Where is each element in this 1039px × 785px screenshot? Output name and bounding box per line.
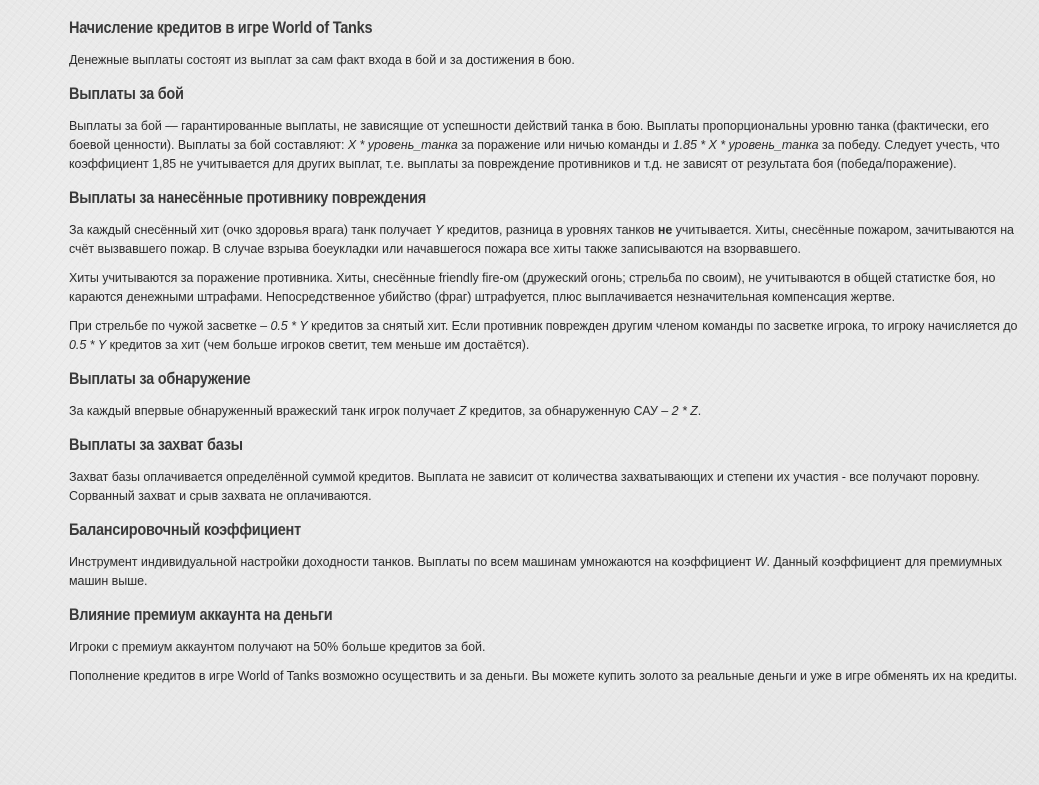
paragraph bbox=[69, 317, 1027, 355]
section-heading: Выплаты за обнаружение bbox=[69, 370, 251, 388]
text-fragment: кредитов за снятый хит. Если противник поврежден другим членом команды по засветке игрока, то игроку начисляется до bbox=[307, 319, 1018, 333]
text-fragment: Выплаты за бой — гарантированные выплаты, не зависящие от успешности действий танка в бою. Выплаты пропорциональны уровню танка (фактически, его боевой ценности). Выплаты за бой составляют: bbox=[69, 119, 989, 152]
text-fragment: . bbox=[697, 404, 702, 418]
text-fragment: Инструмент индивидуальной настройки доходности танков. Выплаты по всем машинам умножаются на коэффициент bbox=[69, 555, 755, 569]
variable: Z bbox=[458, 404, 467, 418]
variable: W bbox=[754, 555, 767, 569]
text-fragment: кредитов за хит (чем больше игроков светит, тем меньше им достаётся). bbox=[106, 338, 530, 352]
section-heading: Выплаты за захват базы bbox=[69, 436, 243, 454]
paragraph bbox=[69, 402, 1027, 421]
article bbox=[69, 17, 1027, 699]
text-fragment: За каждый снесённый хит (очко здоровья врага) танк получает bbox=[69, 223, 436, 237]
section-premium-account bbox=[69, 604, 1027, 686]
text-fragment: за победу. Следует учесть, что коэффициент 1,85 не учитывается для других выплат, т.е. выплаты за повреждение противников и т.д. не зависят от результата боя (победа/поражение). bbox=[69, 138, 1000, 171]
text-fragment: учитывается. Хиты, снесённые пожаром, зачитываются на счёт вызвавшего пожар. В случае взрыва боеукладки или начавшегося пожара все хиты также записываются на взорвавшего. bbox=[69, 223, 1014, 256]
section-heading: Влияние премиум аккаунта на деньги bbox=[69, 606, 333, 624]
formula: 1.85 * X * уровень_танка bbox=[672, 138, 819, 152]
paragraph: Захват базы оплачивается определённой суммой кредитов. Выплата не зависит от количества захватывающих и степени их участия - все получают поровну. Сорванный захват и срыв захвата не оплачиваются. bbox=[69, 470, 980, 503]
text-fragment: При стрельбе по чужой засветке – bbox=[69, 319, 271, 333]
section-battle-payouts bbox=[69, 83, 1027, 174]
section-balance-coefficient bbox=[69, 519, 1027, 591]
variable: Y bbox=[435, 223, 444, 237]
section-base-capture-payouts bbox=[69, 434, 1027, 506]
section-heading: Выплаты за нанесённые противнику повреждения bbox=[69, 189, 426, 207]
paragraph bbox=[69, 117, 1027, 174]
formula: 2 * Z bbox=[671, 404, 698, 418]
text-fragment: за поражение или ничью команды и bbox=[457, 138, 673, 152]
paragraph: Денежные выплаты состоят из выплат за сам факт входа в бой и за достижения в бою. bbox=[69, 53, 575, 67]
formula: X * уровень_танка bbox=[347, 138, 458, 152]
paragraph bbox=[69, 553, 1027, 591]
section-damage-payouts bbox=[69, 187, 1027, 355]
emphasis: не bbox=[657, 223, 673, 237]
paragraph: Игроки с премиум аккаунтом получают на 50% больше кредитов за бой. bbox=[69, 640, 486, 654]
section-spotting-payouts bbox=[69, 368, 1027, 421]
section-heading: Выплаты за бой bbox=[69, 85, 184, 103]
text-fragment: кредитов, разница в уровнях танков bbox=[443, 223, 658, 237]
paragraph: Пополнение кредитов в игре World of Tanks возможно осуществить и за деньги. Вы можете купить золото за реальные деньги и уже в игре обменять их на кредиты. bbox=[69, 669, 1018, 683]
section-heading: Начисление кредитов в игре World of Tanks bbox=[69, 19, 373, 37]
text-fragment: кредитов, за обнаруженную САУ – bbox=[466, 404, 672, 418]
formula: 0.5 * Y bbox=[270, 319, 308, 333]
paragraph bbox=[69, 221, 1027, 259]
paragraph: Хиты учитываются за поражение противника. Хиты, снесённые friendly fire-ом (дружеский огонь; стрельба по своим), не учитываются в общей статистке боя, но караются денежными штрафами. Непосредственное убийство (фраг) штрафуется, плюс выплачивается незначительная компенсация жертве. bbox=[69, 271, 996, 304]
formula: 0.5 * Y bbox=[69, 338, 107, 352]
section-heading: Балансировочный коэффициент bbox=[69, 521, 301, 539]
text-fragment: За каждый впервые обнаруженный вражеский танк игрок получает bbox=[69, 404, 459, 418]
text-fragment: . Данный коэффициент для премиумных машин выше. bbox=[69, 555, 1002, 588]
section-credits-intro bbox=[69, 17, 1027, 70]
